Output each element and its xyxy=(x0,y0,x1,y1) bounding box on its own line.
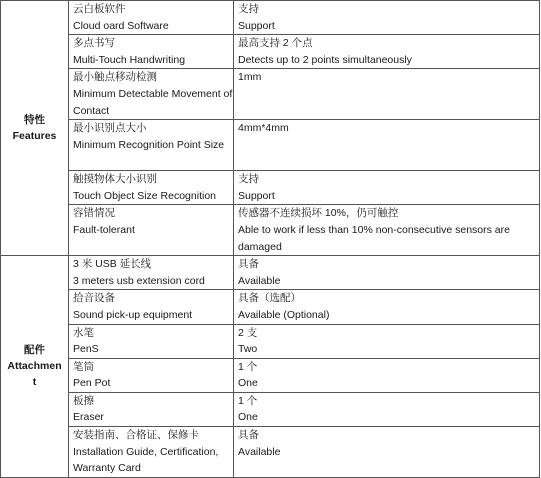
value-cell xyxy=(234,358,540,392)
feature-cell xyxy=(69,171,234,205)
feature-label-en: Fault-tolerant xyxy=(73,223,135,236)
feature-cell xyxy=(69,205,234,256)
value-text-en: Support xyxy=(238,189,275,202)
feature-label-zh: 多点书写 xyxy=(73,37,115,50)
value-text-en: One xyxy=(238,411,258,424)
feature-label-en: PenS xyxy=(73,343,99,356)
feature-cell xyxy=(69,392,234,426)
spec-row xyxy=(1,392,540,426)
value-cell xyxy=(234,120,540,171)
spec-row xyxy=(1,324,540,358)
category-features xyxy=(1,1,69,256)
category-label: Features xyxy=(12,130,57,143)
feature-cell xyxy=(69,1,234,35)
value-text-primary: 支持 xyxy=(238,3,259,15)
value-text-en: One xyxy=(238,377,258,390)
feature-label-en: Sound pick-up equipment xyxy=(73,308,193,321)
feature-label-zh: 容错情况 xyxy=(73,207,115,220)
value-text-primary: 1 个 xyxy=(238,360,258,373)
value-text-en: Support xyxy=(238,19,275,32)
value-text-primary: 具备 xyxy=(238,429,259,442)
feature-label-en: Minimum Detectable Movement of Contact xyxy=(73,87,233,117)
value-cell xyxy=(234,205,540,256)
spec-row xyxy=(1,427,540,478)
feature-cell xyxy=(69,290,234,324)
feature-label-zh: 云白板软件 xyxy=(73,3,126,15)
feature-cell xyxy=(69,358,234,392)
value-text-en: Detects up to 2 points simultaneously xyxy=(238,53,412,66)
spec-row xyxy=(1,256,540,290)
spec-row xyxy=(1,171,540,205)
value-cell xyxy=(234,35,540,69)
spec-row xyxy=(1,1,540,35)
value-cell xyxy=(234,427,540,478)
feature-label-zh: 拾音设备 xyxy=(73,292,115,305)
feature-label-zh: 笔筒 xyxy=(73,360,94,373)
value-cell xyxy=(234,290,540,324)
feature-label-zh: 安装指南、合格证、保修卡 xyxy=(73,429,199,442)
category-label: Attachment xyxy=(7,360,62,389)
spec-row xyxy=(1,205,540,256)
feature-label-en: Installation Guide, Certification, Warranty Card xyxy=(73,445,219,475)
feature-cell xyxy=(69,120,234,171)
feature-label-en: Pen Pot xyxy=(73,377,111,390)
feature-label-en: Eraser xyxy=(73,411,104,424)
feature-label-en: Touch Object Size Recognition xyxy=(73,189,216,202)
spec-table-body xyxy=(1,1,540,478)
feature-label-en: Cloud oard Software xyxy=(73,19,169,32)
value-text-en: Two xyxy=(238,343,258,356)
spec-row xyxy=(1,35,540,69)
feature-cell xyxy=(69,324,234,358)
value-cell xyxy=(234,69,540,120)
spec-row xyxy=(1,69,540,120)
value-cell xyxy=(234,324,540,358)
value-text-primary: 传感器不连续损坏 10%，仍可触控 xyxy=(238,207,399,220)
category-attachment xyxy=(1,256,69,478)
value-text-primary: 1mm xyxy=(238,71,262,84)
feature-cell xyxy=(69,256,234,290)
feature-label-en: 3 meters usb extension cord xyxy=(73,274,205,287)
spec-row xyxy=(1,290,540,324)
value-text-primary: 2 支 xyxy=(238,326,258,339)
value-text-primary: 4mm*4mm xyxy=(238,122,289,135)
feature-label-zh: 最小触点移动检测 xyxy=(73,71,157,84)
value-text-primary: 1 个 xyxy=(238,394,258,407)
feature-label-en: Multi-Touch Handwriting xyxy=(73,53,186,66)
feature-cell xyxy=(69,427,234,478)
value-text-primary: 支持 xyxy=(238,173,259,186)
feature-label-zh: 触摸物体大小识别 xyxy=(73,173,157,186)
feature-label-en: Minimum Recognition Point Size xyxy=(73,138,225,151)
feature-label-zh: 板擦 xyxy=(73,394,94,407)
value-text-primary: 具备 xyxy=(238,258,259,271)
feature-cell xyxy=(69,35,234,69)
value-cell xyxy=(234,171,540,205)
spec-row xyxy=(1,120,540,171)
value-text-primary: 最高支持 2 个点 xyxy=(238,37,313,50)
value-text-primary: 具备（选配） xyxy=(238,292,301,305)
value-text-en: Available (Optional) xyxy=(238,308,330,321)
category-label: 特性 xyxy=(24,114,45,127)
feature-cell xyxy=(69,69,234,120)
feature-label-zh: 3 米 USB 延长线 xyxy=(73,258,152,271)
value-cell xyxy=(234,1,540,35)
spec-row xyxy=(1,358,540,392)
feature-label-zh: 最小识别点大小 xyxy=(73,122,147,135)
value-text-en: Available xyxy=(238,445,281,458)
value-text-en: Available xyxy=(238,274,281,287)
value-text-en: Able to work if less than 10% non-consecutive sensors are damaged xyxy=(238,223,510,253)
feature-label-zh: 水笔 xyxy=(73,326,94,339)
value-cell xyxy=(234,392,540,426)
category-label: 配件 xyxy=(24,344,45,357)
value-cell xyxy=(234,256,540,290)
